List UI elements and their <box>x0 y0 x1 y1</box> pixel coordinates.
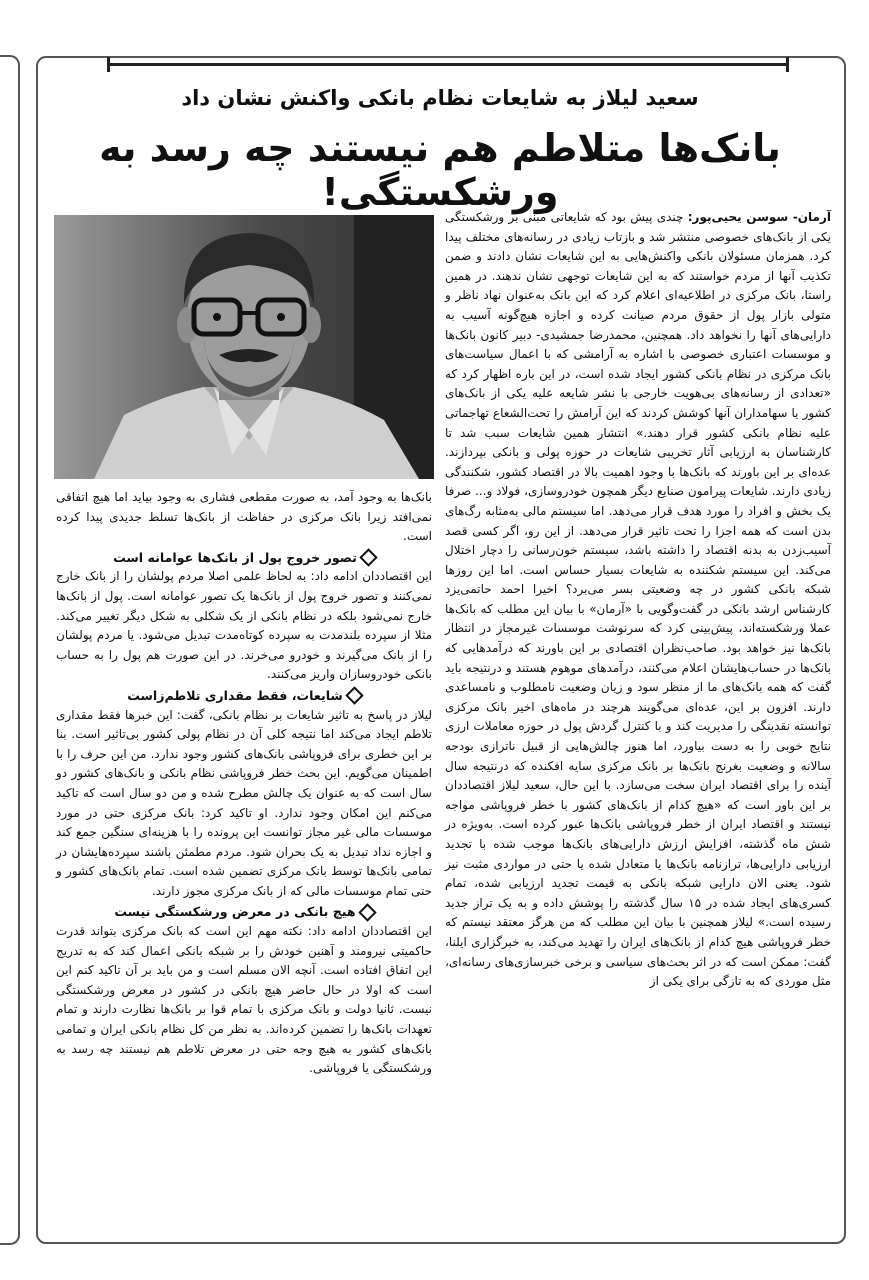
section-heading-text: شایعات، فقط مقداری تلاطم‌زاست <box>127 687 343 703</box>
section-paragraph: این اقتصاددان ادامه داد: به لحاظ علمی اصلا مردم پولشان را از بانک خارج نمی‌کنند و تصور خروج پول از بانک‌ها یک تصور عوامانه است. پول از بانک‌ها خارج نمی‌شود بلکه در نظام بانکی از یک شکلی به شکل دیگر تغییر می‌کند. مثلا از سپرده بلندمدت به سپرده کوتاه‌مدت تبدیل می‌شود. یا مردم پولشان را از بانک می‌گیرند و خودرو می‌خرند. در این صورت هم پول را به حساب بانکی خودروسازان واریز می‌کنند. <box>56 569 432 682</box>
section-heading <box>56 548 432 568</box>
article-headline: بانک‌ها متلاطم هم نیستند چه رسد به ورشکستگی! <box>99 126 781 214</box>
header-rule <box>107 63 789 66</box>
section-heading-text: تصور خروج پول از بانک‌ها عوامانه است <box>113 549 357 565</box>
right-column <box>445 208 831 992</box>
section-paragraph: این اقتصاددان ادامه داد: نکته مهم این است که بانک مرکزی بتواند قدرت حاکمیتی نیرومند و آهنین خودش را بر شبکه بانکی اعمال کند که به تدریج این اتفاق افتاده است. آنچه الان مسلم است و من باید بر آن تاکید کنم این است که اولا در حال حاضر هیچ بانکی در کشور در معرض ورشکستگی نیست. ثانیا دولت و بانک مرکزی با تمام قوا بر بانک‌ها نظارت دارند و تمام تعهدات بانک‌ها را تضمین کرده‌اند. به نظر من کل نظام بانکی ایران و تمامی بانک‌های کشور به هیچ وجه حتی در معرض تلاطم هم نیستند چه رسد به ورشکستگی یا فروپاشی. <box>56 924 432 1076</box>
portrait-illustration <box>54 215 434 479</box>
lead-paragraph <box>445 208 831 992</box>
diamond-bullet-icon <box>345 687 363 705</box>
section-heading <box>56 686 432 706</box>
left-column <box>56 488 432 1079</box>
left-intro-paragraph: بانک‌ها به وجود آمد، به صورت مقطعی فشاری به وجود بیاید اما هیچ اتفاقی نمی‌افتد زیرا بانک مرکزی در حفاظت از بانک‌ها تسلط جدیدی پیدا کرده است. <box>56 490 432 544</box>
section-paragraph: لیلاز در پاسخ به تاثیر شایعات بر نظام بانکی، گفت: این خبرها فقط مقداری تلاطم ایجاد می‌کند اما نتیجه کلی آن در نظام پولی کشور بی‌تاثیر است. بنا بر این خطری برای فروپاشی بانک‌های کشور وجود ندارد. من این حرف را با اطمینان می‌گویم. این بحث خطر فروپاشی نظام بانکی و بانک‌های کشور دو سال است که به عنوان یک چالش مطرح شده و من دو سال است که تاکید می‌کنم این امکان وجود ندارد. او تاکید کرد: بانک مرکزی حتی در مورد موسسات مالی غیر مجاز توانست این پرونده را با هزینه‌ای سنگین جمع کند و اجازه نداد تبدیل به یک بحران شود. مردم مطمئن باشند سپرده‌هایشان در تمامی بانک‌ها توسط بانک مرکزی تضمین شده است. تمام بانک‌های کشور و حتی تمام موسسات مالی که از بانک مرکزی مجوز دارند. <box>56 707 432 898</box>
section-heading-text: هیچ بانکی در معرض ورشکستگی نیست <box>114 904 356 920</box>
byline: آرمان- سوسن یحیی‌پور: <box>687 210 832 224</box>
article-kicker: سعید لیلاز به شایعات نظام بانکی واکنش نشان داد <box>181 86 699 110</box>
diamond-bullet-icon <box>358 903 376 921</box>
section-heading <box>56 902 432 922</box>
lead-body: چندی پیش بود که شایعاتی مبنی بر ورشکستگی یکی از بانک‌های خصوصی منتشر شد و بازتاب زیادی در رسانه‌های مختلف پیدا کرد. همزمان مسئولان بانکی واکنش‌هایی به این شایعات نشان دادند و ضمن تکذیب آنها از مردم خواستند که به این شایعات توجهی نشان ندهند. در همین راستا، بانک مرکزی در اطلاعیه‌ای اعلام کرد که این بانک به‌عنوان نهاد ناظر و متولی بازار پول از حقوق مردم صیانت کرده و اجازه هیچ‌گونه آسیب به دارایی‌های آنها را نخواهد داد. همچنین، محمدرضا جمشیدی- دبیر کانون بانک‌ها و موسسات اعتباری خصوصی با اشاره به آرامشی که با اعمال سیاست‌های بانک مرکزی در نظام بانکی کشور ایجاد شده است، در این باره اظهار کرد که «تعدادی از رسانه‌های بی‌هویت خارجی با نشر شایعه علیه یکی از بانک‌های کشور یا سهامداران آنها کوشش کردند که این آرامش را تحت‌الشعاع تهاجماتی علیه نظام بانکی کشور قرار دهند.» انتشار همین شایعات سبب شد تا کارشناسان به ارزیابی آثار تخریبی شایعات در حوزه پولی و بانکی بپردازند. عده‌ای بر این باورند که بانک‌ها با وجود اهمیت بالا در اقتصاد کشور، شکنندگی زیادی دارند. شایعات پیرامون صنایع دیگر همچون خودروسازی، فولاد و... صرفا یک بخش و افراد را مورد هدف قرار می‌دهد. اما سیستم مالی به‌مثابه رگ‌های بدن است که همه اجزا را تحت تاثیر قرار می‌دهد. از این رو، اگر کسی قصد آسیب‌زدن به بدنه اقتصاد را داشته باشد، سیستم خون‌رسانی را دچار اختلال می‌کند. این سیستم شکننده به شایعات بسیار حساس است. اما این روزها شبکه بانکی کشور در چه وضعیتی بسر می‌برد؟ اخیرا احمد حاتمی‌یزد کارشناس ارشد بانکی در گفت‌وگویی با «آرمان» با بیان این مطلب که بانک‌ها عملا ورشکسته‌اند، پیش‌بینی کرد که سرنوشت موسسات غیرمجاز در انتظار بانک‌ها نیز خواهد بود. صاحب‌نظران اقتصادی بر این باورند که درآمدهایی که بانک‌ها در حساب‌هایشان اعلام می‌کنند، درآمدهای موهوم هستند و درنتیجه باید گفت که همه بانک‌های ما از منظر سود و زیان وضعیت نامطلوب و نامساعدی دارند. افزون بر این، عده‌ای می‌گویند هرچند در ماه‌های اخیر بانک مرکزی توانسته نقدینگی را مدیریت کند و با کنترل گردش پول در حوزه معاملات ارزی نتایج خوبی را به دست بیاورد، اما هنوز چالش‌هایی از قبیل ناترازی بودجه سالانه و وضعیت بغرنج بانک‌ها بر بانک مرکزی سایه افکنده که درنتیجه سال آینده را برای اقتصاد ایران سخت می‌سازد. با این حال، سعید لیلاز اقتصاددان بر این باور است که «هیچ کدام از بانک‌های کشور با خطر فروپاشی مواجه نیستند و اقتصاد ایران از خطر فروپاشی بانک‌ها عبور کرده است. به‌ویژه در شش ماه گذشته، افزایش ارزش دارایی‌های بانک‌ها موجب شده با تجدید ارزیابی دارایی‌ها، ترازنامه بانک‌ها یا متعادل شده یا حتی در مواردی مثبت نیز شود. یعنی الان دارایی شبکه بانکی به قیمت تجدید ارزیابی شده، تمام کسری‌های ایجاد شده در ۱۵ سال گذشته را پوشش داده و به یک تراز جدید رسیده است.» لیلاز همچنین با بیان این مطلب که من هرگز معتقد نیستم که خطر فروپاشی هیچ کدام از بانک‌های ایران را تهدید می‌کند، به خبرگزاری ایلنا، گفت: ممکن است که در اثر بحث‌های سیاسی و برخی خبرسازی‌های رسانه‌ای، مثل موردی که به تازگی برای یکی از <box>445 210 832 989</box>
portrait-photo <box>54 215 434 479</box>
adjacent-page-edge <box>0 55 20 1245</box>
diamond-bullet-icon <box>359 548 377 566</box>
